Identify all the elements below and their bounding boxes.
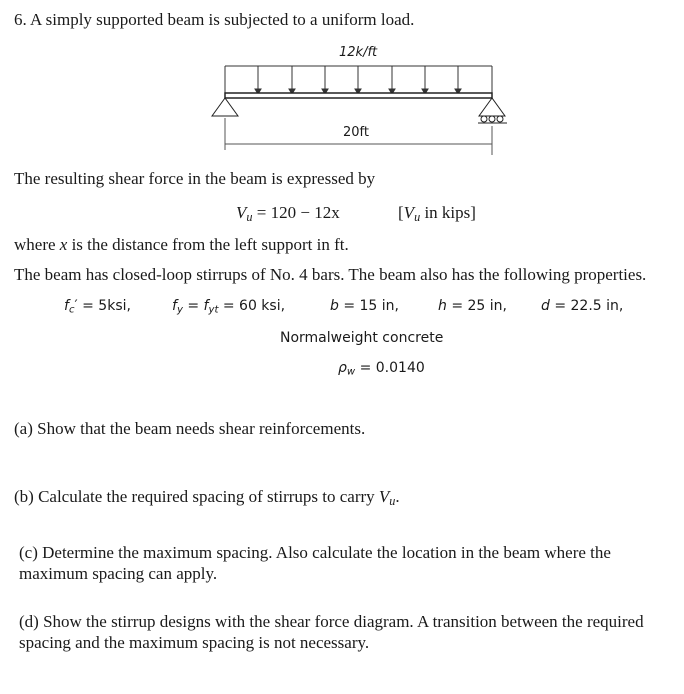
d-value: = 22.5 in, [554, 298, 624, 314]
fy-value: = 60 ksi, [222, 298, 286, 314]
question-b: (b) Calculate the required spacing of stirrups to carry $V_u$. [14, 487, 400, 509]
prop-h: h = 25 in, [438, 298, 507, 314]
beam-diagram [0, 0, 684, 170]
prop-rho: $\rho_w = 0.0140$ [338, 360, 425, 378]
question-b-text: (b) Calculate the required spacing of stirrups to carry [14, 487, 375, 506]
where-line: where x is the distance from the left support in ft. [14, 235, 349, 254]
roller-support [478, 98, 507, 123]
rho-value: = 0.0140 [359, 360, 425, 376]
b-value: = 15 in, [343, 298, 400, 314]
span-label: 20ft [343, 125, 369, 140]
equation-rhs: = 120 − 12x [256, 203, 340, 222]
prop-fy: $f_y = f_{yt} = 60$ ksi, [172, 298, 286, 316]
prop-fc: $f_c' = 5ksi$, [64, 298, 131, 316]
load-label: 12k/ft [339, 45, 378, 60]
problem-heading: 6. A simply supported beam is subjected to a uniform load. [14, 10, 415, 29]
load-arrows [225, 66, 492, 94]
prop-b: b = 15 in, [330, 298, 400, 314]
stirrup-sentence: The beam has closed-loop stirrups of No. 4 bars. The beam also has the following properties. [14, 265, 647, 284]
shear-equation: $V_u = 120 - 12x$ [236, 203, 340, 225]
beam [225, 93, 492, 98]
question-a: (a) Show that the beam needs shear reinforcements. [14, 419, 366, 438]
units-text: in kips] [424, 203, 476, 222]
concrete-type: Normalweight concrete [280, 330, 444, 346]
h-value: = 25 in, [451, 298, 507, 314]
where-word: where [14, 235, 56, 254]
equation-units: [$V_u$ in kips] [398, 203, 476, 225]
pin-support [212, 98, 238, 116]
prop-d: d = 22.5 in, [541, 298, 624, 314]
shear-sentence: The resulting shear force in the beam is expressed by [14, 169, 376, 188]
fc-value: = 5ksi, [82, 298, 131, 314]
question-d: (d) Show the stirrup designs with the shear force diagram. A transition between the required spacing and the maximum spacing is not necessary. [19, 612, 644, 652]
where-text: is the distance from the left support in ft. [71, 235, 349, 254]
question-c: (c) Determine the maximum spacing. Also calculate the location in the beam where the maximum spacing can apply. [19, 543, 611, 583]
